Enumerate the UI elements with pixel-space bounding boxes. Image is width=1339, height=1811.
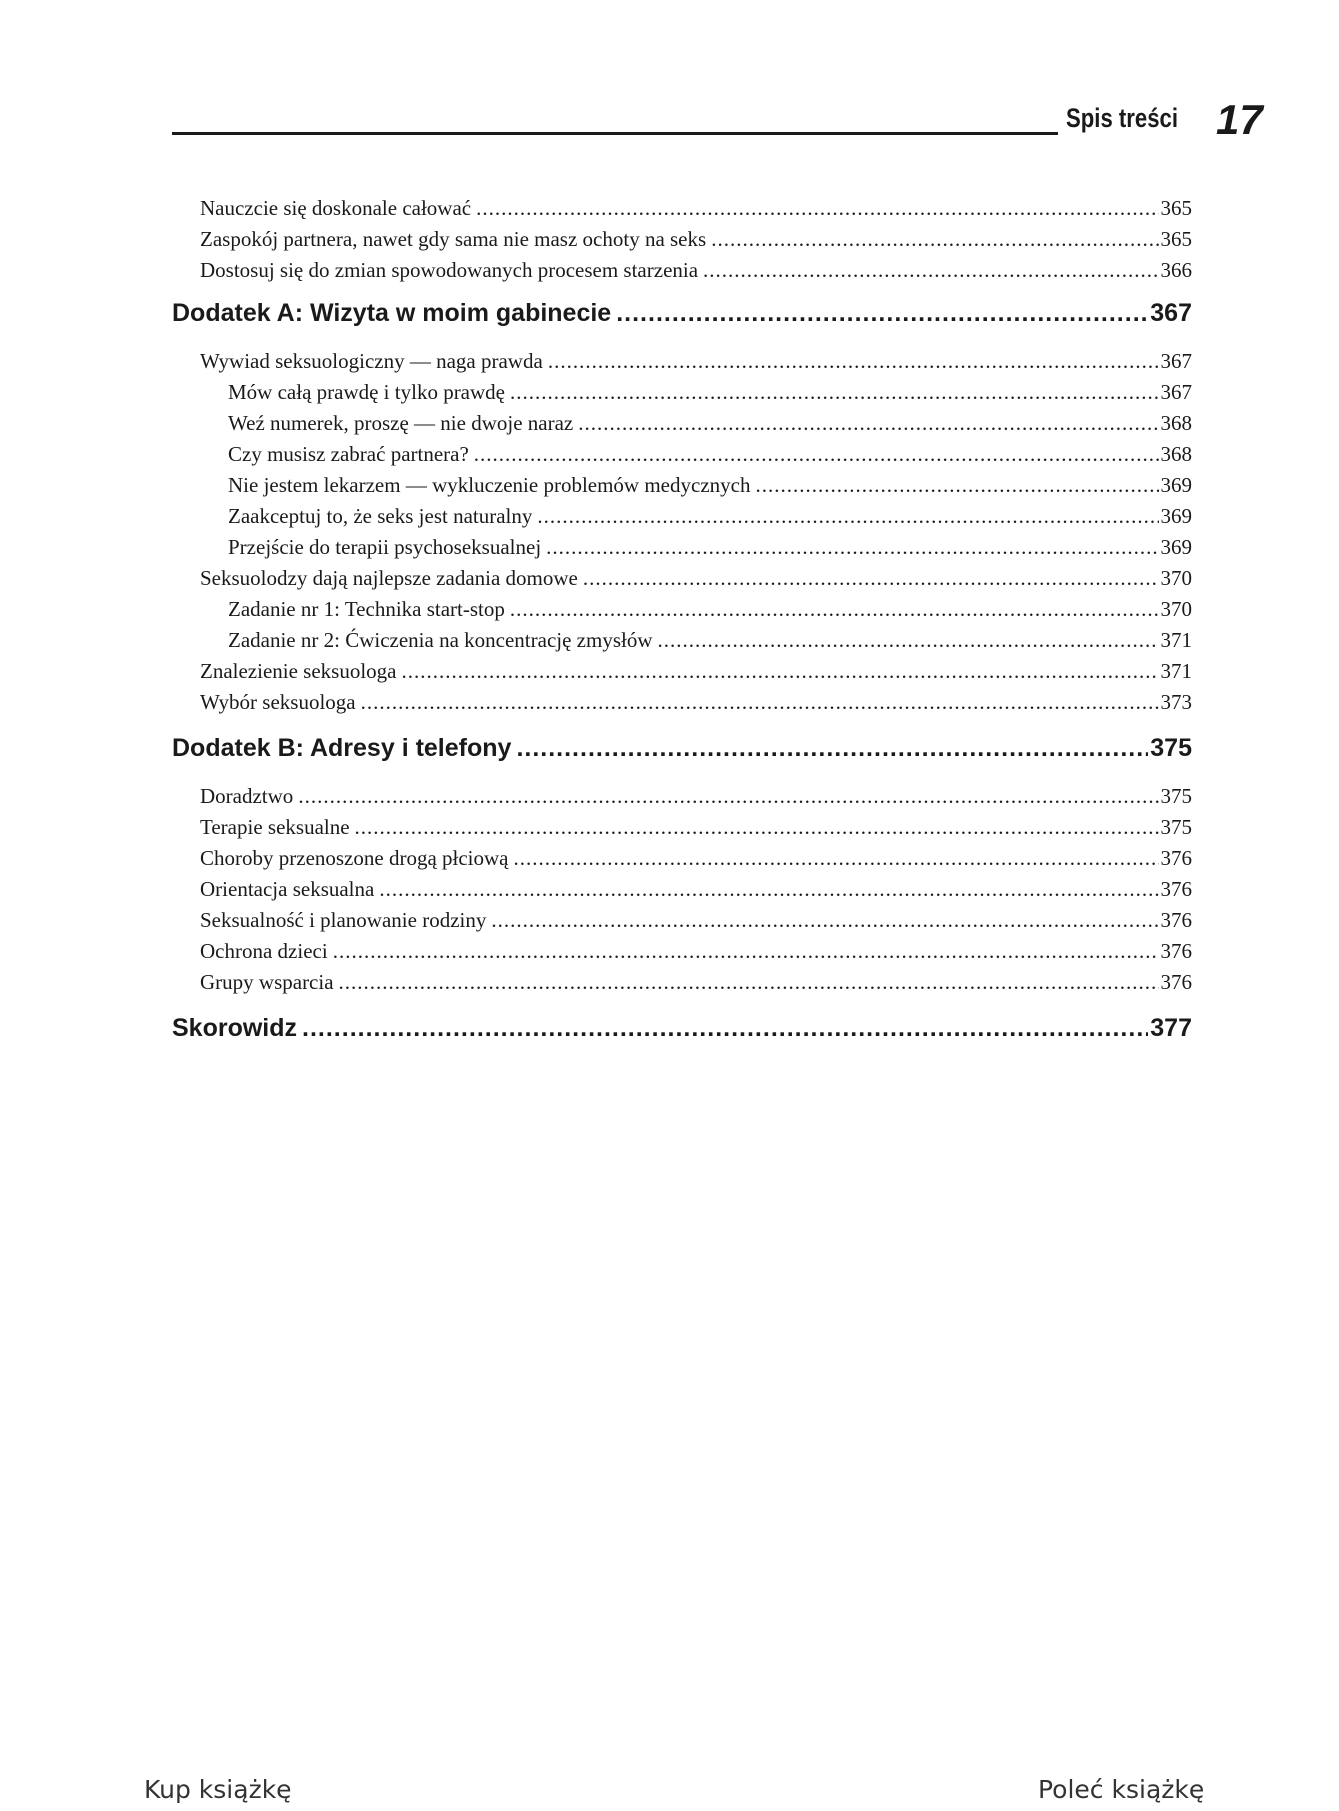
toc-subentry: Mów całą prawdę i tylko prawdę ..... 367 [172, 380, 1192, 411]
toc-entry: Ochrona dzieci ..... 376 [172, 939, 1192, 970]
toc-entry: Choroby przenoszone drogą płciową ..... 376 [172, 846, 1192, 877]
toc-subentry: Zadanie nr 2: Ćwiczenia na koncentrację zmysłów ..... 371 [172, 628, 1192, 659]
toc-entry: Znalezienie seksuologa ..... 371 [172, 659, 1192, 690]
toc-entry: Doradztwo ..... 375 [172, 784, 1192, 815]
toc-entry: Wybór seksuologa ..... 373 [172, 690, 1192, 721]
toc-entry: Wywiad seksuologiczny — naga prawda ..... 367 [172, 349, 1192, 380]
buy-book-link[interactable]: Kup książkę [144, 1775, 292, 1804]
toc-subentry: Przejście do terapii psychoseksualnej ..... 369 [172, 535, 1192, 566]
toc-entry: Seksuolodzy dają najlepsze zadania domowe ..... 370 [172, 566, 1192, 597]
toc-entry: Dostosuj się do zmian spowodowanych procesem starzenia ..... 366 [172, 258, 1192, 289]
toc-entry: Zaspokój partnera, nawet gdy sama nie masz ochoty na seks ..... 365 [172, 227, 1192, 258]
toc-subentry: Nie jestem lekarzem — wykluczenie problemów medycznych ..... 369 [172, 473, 1192, 504]
toc-chapter-index: Skorowidz ..... 377 [172, 1014, 1192, 1058]
running-header-title: Spis treści [1066, 103, 1178, 133]
toc-entry: Grupy wsparcia ..... 376 [172, 970, 1192, 1001]
header-rule [172, 132, 1058, 135]
toc-entry: Orientacja seksualna ..... 376 [172, 877, 1192, 908]
toc-chapter-appendix-b: Dodatek B: Adresy i telefony ..... 375 [172, 734, 1192, 778]
toc-chapter-appendix-a: Dodatek A: Wizyta w moim gabinecie ..... 367 [172, 299, 1192, 343]
toc-entry: Terapie seksualne ..... 375 [172, 815, 1192, 846]
toc-entry: Nauczcie się doskonale całować ..... 365 [172, 196, 1192, 227]
toc-subentry: Zaakceptuj to, że seks jest naturalny ..... 369 [172, 504, 1192, 535]
toc-entry: Seksualność i planowanie rodziny ..... 376 [172, 908, 1192, 939]
page-number: 17 [1216, 96, 1263, 143]
toc-subentry: Weź numerek, proszę — nie dwoje naraz ..... 368 [172, 411, 1192, 442]
toc-subentry: Zadanie nr 1: Technika start-stop ..... 370 [172, 597, 1192, 628]
table-of-contents [172, 196, 1192, 1064]
toc-subentry: Czy musisz zabrać partnera? ..... 368 [172, 442, 1192, 473]
recommend-book-link[interactable]: Poleć książkę [1038, 1775, 1205, 1804]
